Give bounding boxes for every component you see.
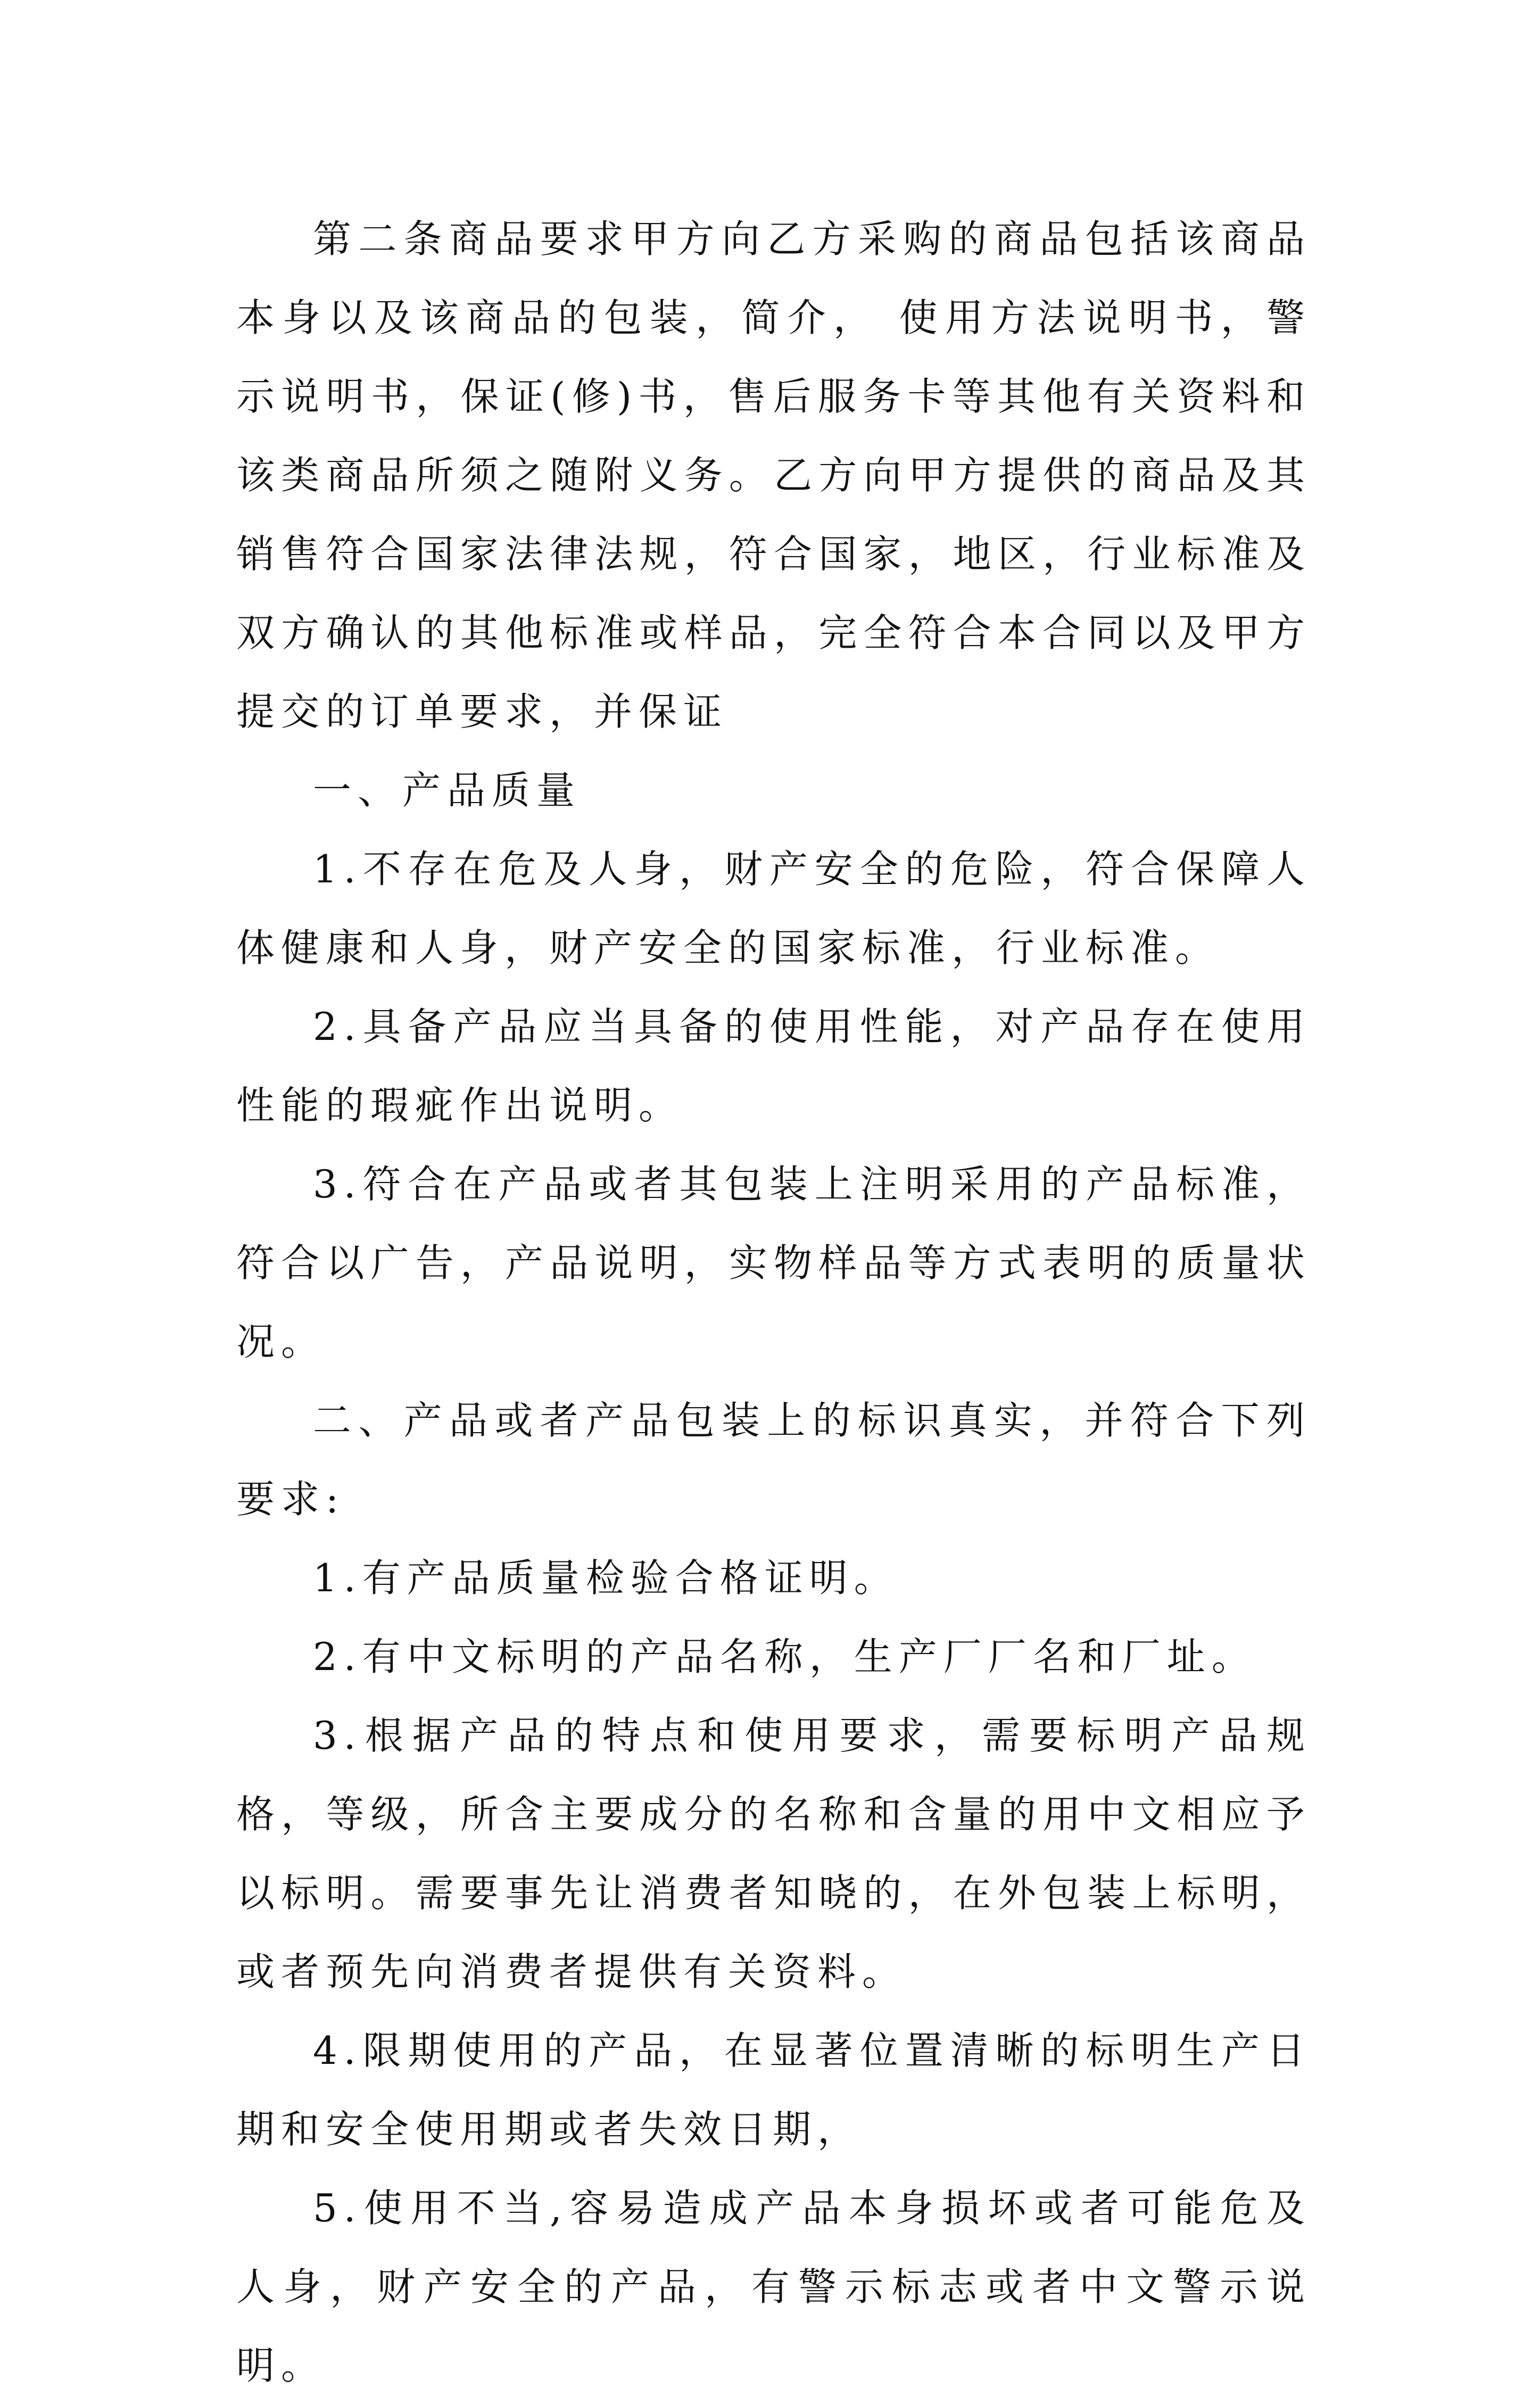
paragraph-label-item-5: 5.使用不当,容易造成产品本身损坏或者可能危及人身，财产安全的产品，有警示标志或者中文警示说明。 [236,2186,1311,2388]
heading-labeling-requirements: 二、产品或者产品包装上的标识真实，并符合下列要求: [236,1398,1311,1522]
paragraph-label-item-4: 4.限期使用的产品，在显著位置清晰的标明生产日期和安全使用期或者失效日期， [236,2028,1311,2152]
paragraph-label-item-3: 3.根据产品的特点和使用要求，需要标明产品规格，等级，所含主要成分的名称和含量的用中文相应予以标明。需要事先让消费者知晓的，在外包装上标明，或者预先向消费者提供有关资料。 [236,1713,1311,1994]
paragraph-label-item-2: 2.有中文标明的产品名称，生产厂厂名和厂址。 [313,1634,1256,1679]
paragraph-article-2: 第二条商品要求甲方向乙方采购的商品包括该商品本身以及该商品的包装，简介， 使用方法说明书，警示说明书，保证(修)书，售后服务卡等其他有关资料和该类商品所须之随附义务。乙方向甲方提供的商品及其销售符合国家法律法规，符合国家，地区，行业标准及双方确认的其他标准或样品，完全符合本合同以及甲方提交的订单要求，并保证 [236,217,1311,734]
paragraph-label-item-1: 1.有产品质量检验合格证明。 [313,1556,899,1600]
paragraph-quality-item-3: 3.符合在产品或者其包装上注明采用的产品标准，符合以广告，产品说明，实物样品等方式表明的质量状况。 [236,1162,1311,1364]
document-body [236,200,1311,2405]
paragraph-quality-item-2: 2.具备产品应当具备的使用性能，对产品存在使用性能的瑕疵作出说明。 [236,1004,1311,1128]
heading-product-quality: 一、产品质量 [313,768,582,813]
paragraph-quality-item-1: 1.不存在危及人身，财产安全的危险，符合保障人体健康和人身，财产安全的国家标准，行业标准。 [236,847,1311,970]
